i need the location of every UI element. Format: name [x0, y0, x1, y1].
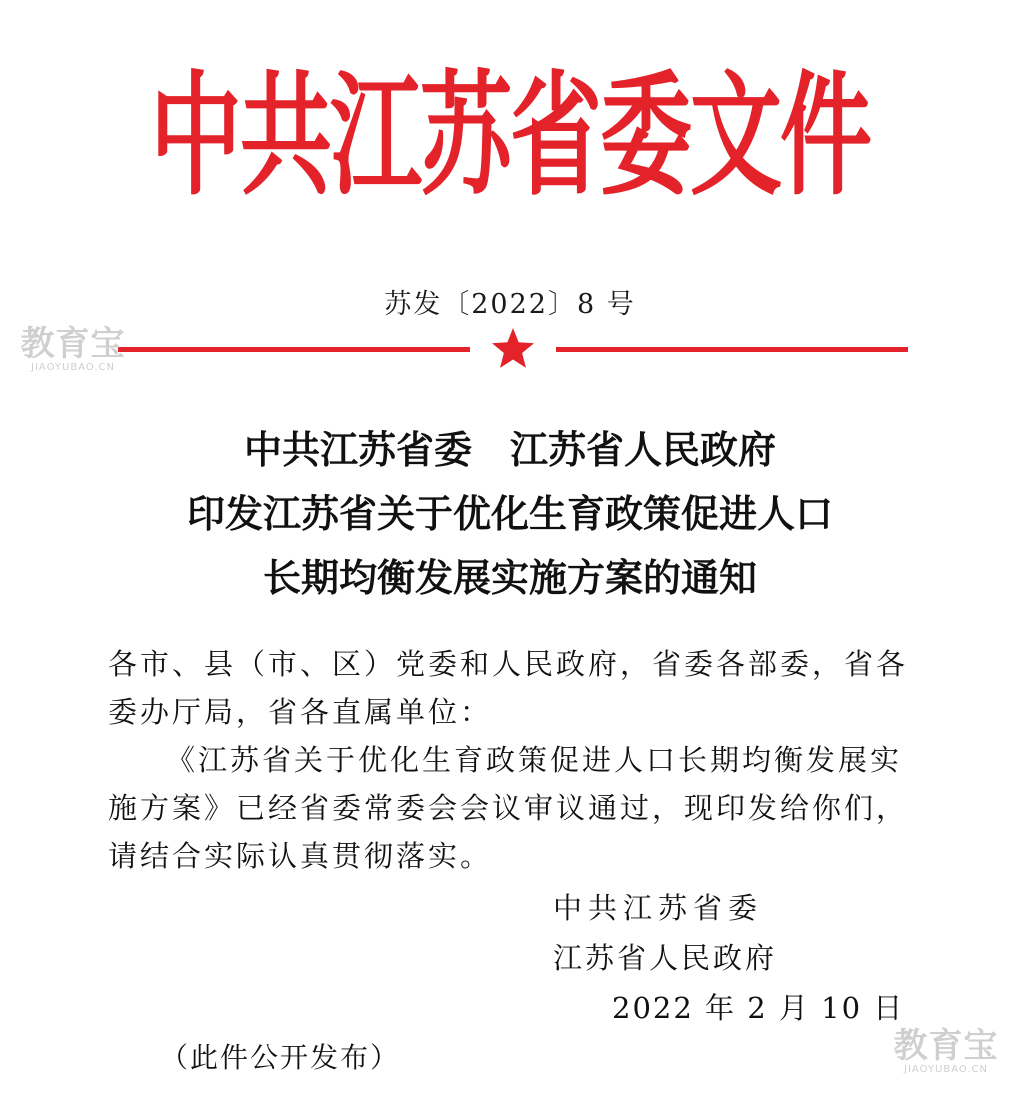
separator-line-right: [556, 347, 908, 352]
document-number: 苏发〔2022〕8 号: [384, 289, 636, 320]
addressee: 各市、县（市、区）党委和人民政府，省委各部委，省各委办厅局，省各直属单位：: [108, 647, 909, 729]
signature-date: 2022 年 2 月 10 日: [612, 991, 905, 1025]
footer-note: （此件公开发布）: [160, 1041, 401, 1074]
signature-government: 江苏省人民政府: [553, 941, 778, 975]
star-icon: [492, 328, 534, 368]
watermark-logo-right: [884, 1028, 1008, 1076]
signature-party-committee: 中共江苏省委: [553, 891, 764, 925]
separator-line-left: [118, 347, 470, 352]
watermark-url: JIAOYUBAO.CN: [31, 362, 115, 373]
notice-title-line: 长期均衡发展实施方案的通知: [262, 556, 757, 600]
notice-title-line: 中共江苏省委 江苏省人民政府: [243, 428, 776, 472]
watermark-url: JIAOYUBAO.CN: [904, 1064, 988, 1075]
watermark-text: 教育宝: [893, 1026, 999, 1066]
watermark-logo-left: [14, 326, 132, 374]
red-separator: [118, 326, 908, 372]
document-header-title: 中共江苏省委文件: [150, 58, 871, 214]
notice-title: [100, 418, 920, 610]
body-paragraph: 《江苏省关于优化生育政策促进人口长期均衡发展实施方案》已经省委常委会会议审议通过，现印发给你们，请结合实际认真贯彻落实。: [108, 743, 909, 873]
notice-title-line: 印发江苏省关于优化生育政策促进人口: [186, 492, 833, 536]
watermark-text: 教育宝: [20, 324, 126, 364]
